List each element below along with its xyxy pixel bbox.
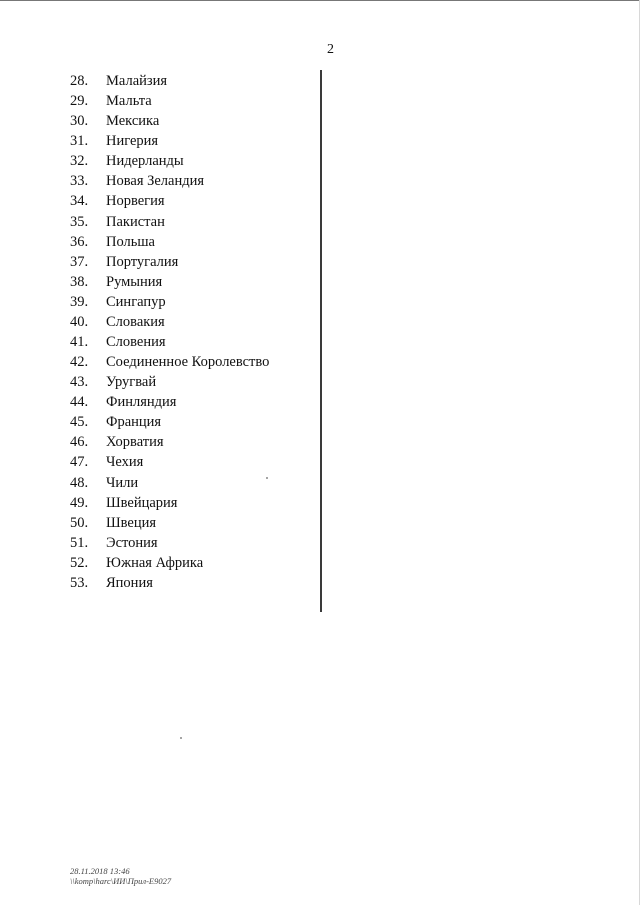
list-item <box>70 71 269 91</box>
list-item-country-name: Чехия <box>106 454 144 471</box>
list-item-number: 35. <box>70 213 89 230</box>
list-item-number: 41. <box>70 334 89 351</box>
list-item-country-name: Малайзия <box>106 73 168 89</box>
list-item-country-name: Уругвай <box>106 374 157 391</box>
list-item-number: 30. <box>70 113 89 130</box>
list-item-country-name: Словакия <box>106 313 165 330</box>
list-item-number: 40. <box>70 313 89 330</box>
list-item-number: 51. <box>70 534 89 551</box>
list-item-country-name: Словения <box>106 334 166 351</box>
list-item <box>70 312 269 332</box>
list-item <box>70 252 269 272</box>
list-item <box>70 352 269 372</box>
list-item-country-name: Нигерия <box>106 133 159 150</box>
list-item-number: 43. <box>70 374 89 391</box>
list-item-country-name: Мексика <box>106 113 160 130</box>
list-item-number: 46. <box>70 434 89 451</box>
list-item <box>70 111 269 131</box>
list-item-number: 38. <box>70 273 89 290</box>
list-item-country-name: Франция <box>106 414 162 431</box>
list-item <box>70 392 269 412</box>
list-item-number: 36. <box>70 233 89 250</box>
list-item-country-name: Чили <box>106 474 139 491</box>
list-item-country-name: Польша <box>106 233 155 250</box>
list-item-number: 50. <box>70 514 89 531</box>
scan-speck <box>180 737 182 739</box>
column-divider <box>320 70 322 612</box>
list-item <box>70 91 269 111</box>
list-item-number: 29. <box>70 93 89 110</box>
list-item-country-name: Эстония <box>106 534 158 551</box>
list-item <box>70 272 269 292</box>
list-item <box>70 151 269 171</box>
list-item-number: 48. <box>70 474 89 491</box>
list-item-number: 44. <box>70 394 89 411</box>
list-item <box>70 372 269 392</box>
list-item <box>70 332 269 352</box>
list-item <box>70 131 269 151</box>
list-item-number: 28. <box>70 73 89 89</box>
list-item-country-name: Норвегия <box>106 193 165 210</box>
list-item-country-name: Финляндия <box>106 394 177 411</box>
list-item <box>70 292 269 312</box>
list-item <box>70 412 269 432</box>
list-item <box>70 573 269 593</box>
list-item-country-name: Швейцария <box>106 494 178 511</box>
list-item-number: 47. <box>70 454 89 471</box>
list-item-number: 37. <box>70 253 89 270</box>
list-item-country-name: Португалия <box>106 253 179 270</box>
list-item <box>70 452 269 472</box>
list-item-country-name: Япония <box>106 574 153 591</box>
footer-timestamp: 28.11.2018 13:46 <box>70 866 130 876</box>
list-item-country-name: Сингапур <box>106 293 166 310</box>
list-item-country-name: Пакистан <box>106 213 165 230</box>
footer-file-path: \\komp\harc\ИИ\Прил-Е9027 <box>70 876 172 886</box>
list-item-country-name: Мальта <box>106 93 152 110</box>
list-item-country-name: Соединенное Королевство <box>106 354 270 371</box>
list-item-country-name: Хорватия <box>106 434 164 451</box>
list-item-number: 49. <box>70 494 89 511</box>
list-item-number: 42. <box>70 354 89 371</box>
list-item <box>70 432 269 452</box>
list-item <box>70 171 269 191</box>
list-item-country-name: Швеция <box>106 514 157 531</box>
list-item-number: 32. <box>70 153 89 170</box>
list-item <box>70 513 269 533</box>
page-number: 2 <box>327 42 334 57</box>
footer <box>70 866 171 886</box>
list-item <box>70 533 269 553</box>
list-item-country-name: Румыния <box>106 273 163 290</box>
list-item <box>70 553 269 573</box>
top-border-line <box>0 0 640 1</box>
list-item <box>70 473 269 493</box>
list-item <box>70 493 269 513</box>
list-item-country-name: Южная Африка <box>106 554 204 571</box>
country-list <box>70 71 269 593</box>
list-item-number: 45. <box>70 414 89 431</box>
list-item-number: 52. <box>70 554 89 571</box>
list-item-number: 34. <box>70 193 89 210</box>
list-item <box>70 191 269 211</box>
list-item-number: 53. <box>70 574 89 591</box>
list-item-number: 39. <box>70 293 89 310</box>
list-item-country-name: Новая Зеландия <box>106 173 205 190</box>
list-item-country-name: Нидерланды <box>106 153 184 170</box>
scan-speck <box>266 477 268 479</box>
list-item-number: 31. <box>70 133 89 150</box>
list-item <box>70 212 269 232</box>
list-item-number: 33. <box>70 173 89 190</box>
list-item <box>70 232 269 252</box>
